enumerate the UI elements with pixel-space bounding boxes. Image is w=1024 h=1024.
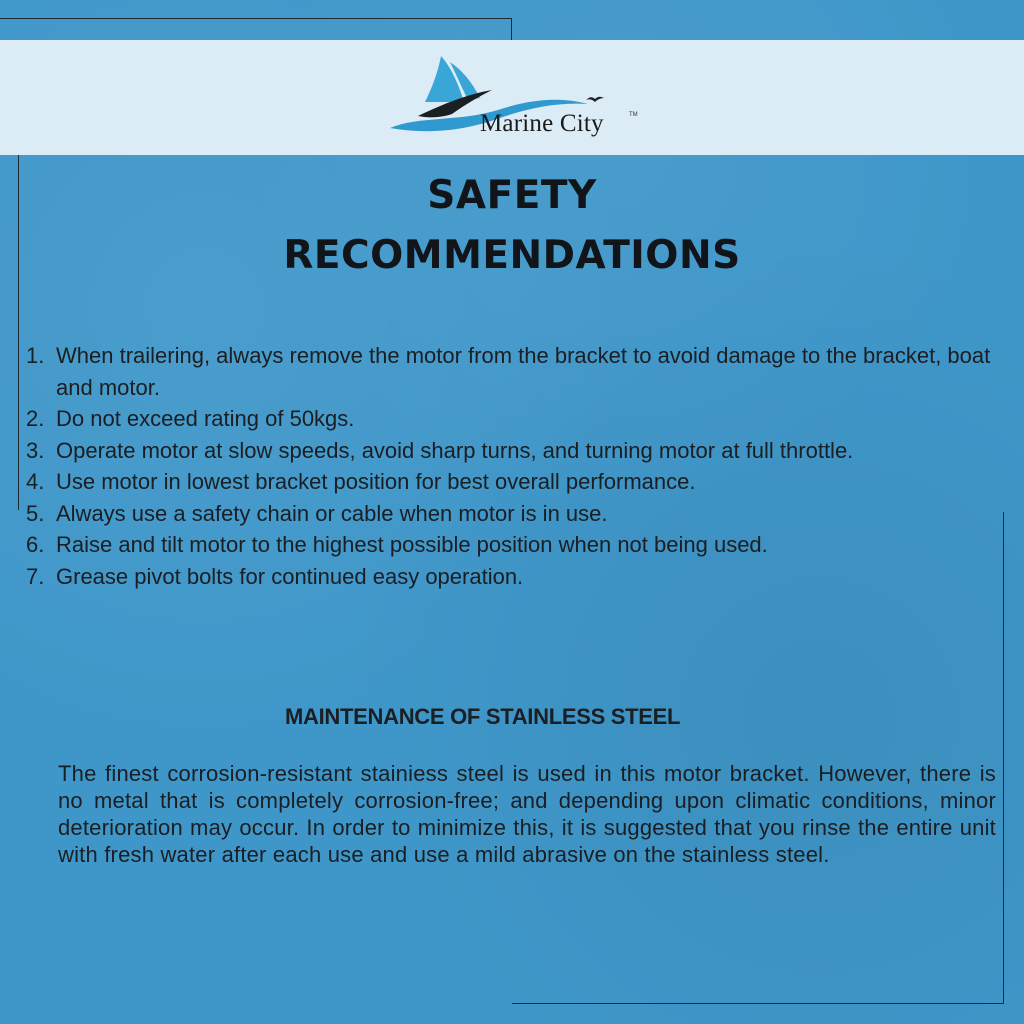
frame-line-bottom xyxy=(512,1003,1004,1004)
seagull-icon xyxy=(586,97,604,102)
item-number: 2. xyxy=(26,406,45,431)
list-item xyxy=(26,340,1006,403)
item-number: 6. xyxy=(26,532,45,557)
list-item xyxy=(26,561,1006,593)
maintenance-paragraph: The finest corrosion-resistant stainiess steel is used in this motor bracket. However, there is no metal that is completely corrosion-free; and depending upon climatic conditions, minor deterioration may occur. In order to minimize this, it is suggested that you rinse the entire unit with fresh water after each use and use a mild abrasive on the stainless steel. xyxy=(58,761,996,867)
page-title-line1: SAFETY xyxy=(427,173,597,218)
item-number: 4. xyxy=(26,469,45,494)
maintenance-heading: MAINTENANCE OF STAINLESS STEEL xyxy=(285,704,681,729)
list-item xyxy=(26,435,1006,467)
item-text: Do not exceed rating of 50kgs. xyxy=(56,406,355,431)
list-item xyxy=(26,466,1006,498)
brand-name: Marine City xyxy=(480,110,604,137)
item-text: When trailering, always remove the motor from the bracket to avoid damage to the bracket, boat and motor. xyxy=(56,343,991,400)
item-text: Raise and tilt motor to the highest possible position when not being used. xyxy=(56,532,768,557)
trademark-mark: TM xyxy=(629,112,638,118)
list-item xyxy=(26,403,1006,435)
page-title-line2: RECOMMENDATIONS xyxy=(283,233,741,278)
item-number: 3. xyxy=(26,437,45,463)
frame-line-right-top xyxy=(511,18,512,40)
item-text: Use motor in lowest bracket position for best overall performance. xyxy=(56,469,696,494)
item-text: Grease pivot bolts for continued easy operation. xyxy=(56,563,524,589)
item-number: 5. xyxy=(26,500,45,526)
list-item xyxy=(26,498,1006,530)
item-text: Operate motor at slow speeds, avoid sharp turns, and turning motor at full throttle. xyxy=(56,437,854,463)
item-text: Always use a safety chain or cable when motor is in use. xyxy=(56,500,608,526)
item-number: 7. xyxy=(26,563,45,589)
safety-list xyxy=(26,340,1006,592)
list-item xyxy=(26,529,1006,561)
item-number: 1. xyxy=(26,343,45,368)
frame-line-top xyxy=(0,18,512,19)
